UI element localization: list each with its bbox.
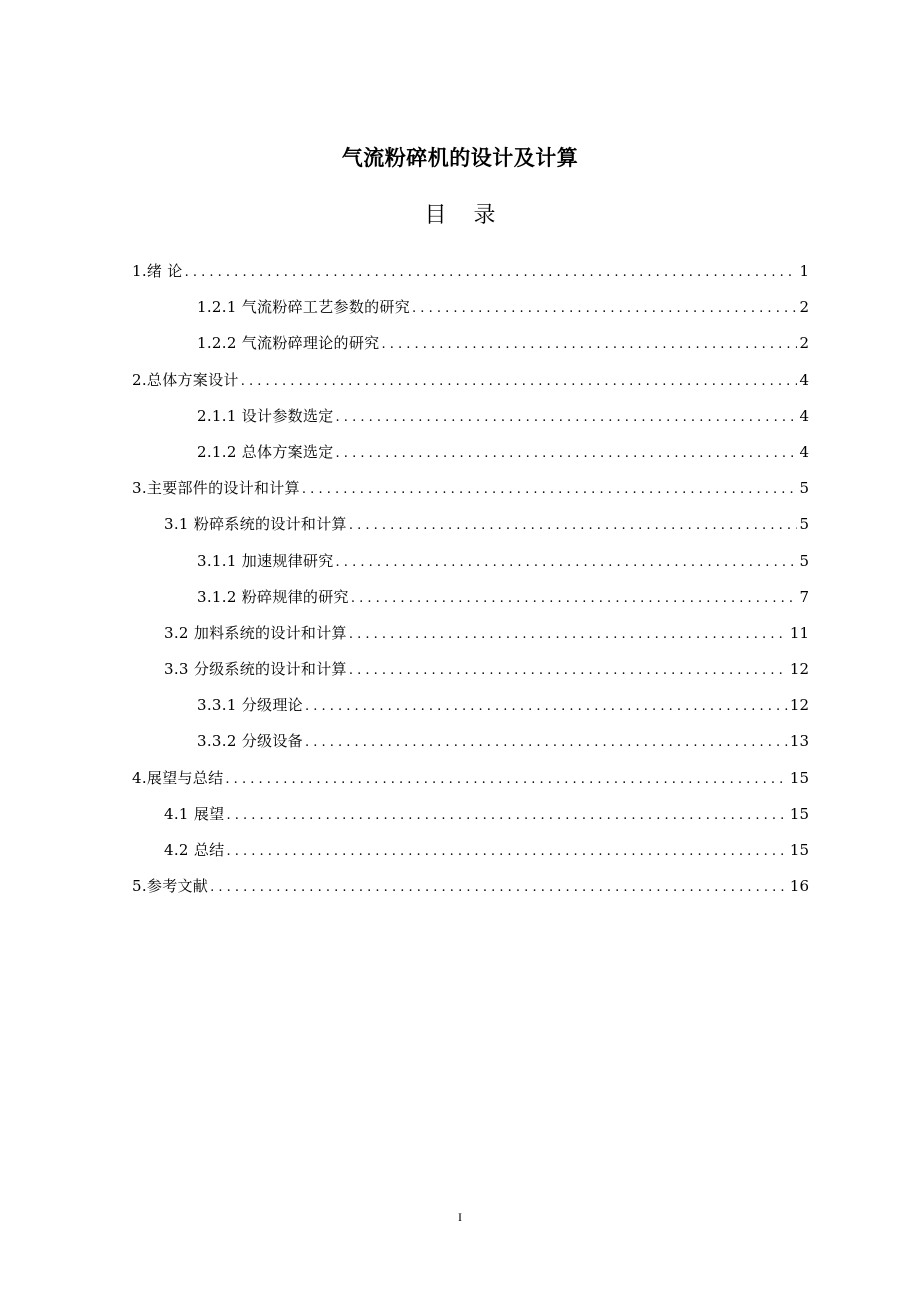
toc-entry-page: 2 [799, 334, 809, 353]
toc-entry-label: 4.2 总结 [164, 841, 225, 859]
table-of-contents [0, 253, 920, 904]
toc-heading: 目 录 [424, 203, 506, 228]
toc-leader-dots [305, 725, 788, 761]
toc-leader-dots [226, 798, 787, 834]
toc-entry[interactable] [0, 760, 920, 796]
toc-entry-label: 5.参考文献 [132, 877, 209, 896]
toc-entry-label: 2.1.2 总体方案选定 [197, 442, 334, 461]
toc-entry-label: 3.3.2 分级设备 [197, 732, 303, 751]
toc-entry[interactable] [0, 796, 920, 832]
toc-entry[interactable] [0, 506, 920, 542]
toc-leader-dots [349, 653, 788, 689]
toc-entry-label: 3.1 粉碎系统的设计和计算 [164, 515, 347, 534]
toc-leader-dots [226, 834, 787, 870]
toc-entry-label: 4.展望与总结 [132, 768, 224, 787]
toc-entry-label: 3.3.1 分级理论 [197, 696, 303, 715]
toc-leader-dots [185, 255, 798, 291]
toc-entry[interactable] [0, 615, 920, 651]
toc-entry-page: 12 [789, 696, 809, 715]
toc-entry[interactable] [0, 543, 920, 579]
toc-leader-dots [336, 400, 798, 436]
toc-leader-dots [225, 762, 787, 798]
toc-entry-label: 4.1 展望 [164, 804, 225, 823]
toc-entry-page: 4 [799, 406, 809, 425]
toc-entry[interactable] [0, 398, 920, 434]
toc-entry-page: 5 [799, 551, 809, 570]
toc-leader-dots [349, 617, 788, 653]
toc-leader-dots [349, 508, 798, 544]
toc-entry-page: 16 [789, 877, 809, 896]
toc-leader-dots [210, 870, 788, 906]
toc-entry[interactable] [0, 434, 920, 470]
toc-entry-page: 7 [799, 587, 809, 606]
toc-entry-label: 2.1.1 设计参数选定 [197, 406, 334, 425]
toc-leader-dots [412, 291, 797, 327]
toc-entry[interactable] [0, 470, 920, 506]
toc-leader-dots [305, 689, 788, 725]
toc-entry[interactable] [0, 651, 920, 687]
toc-entry-label: 1.2.2 气流粉碎理论的研究 [197, 334, 380, 353]
toc-entry-page: 15 [789, 804, 809, 823]
toc-entry-page: 12 [789, 660, 809, 679]
toc-leader-dots [336, 436, 798, 472]
toc-entry-page: 2 [799, 298, 809, 317]
toc-entry[interactable] [0, 253, 920, 289]
toc-entry-label: 3.1.2 粉碎规律的研究 [197, 587, 349, 606]
toc-entry-label: 3.3 分级系统的设计和计算 [164, 660, 347, 679]
toc-entry-page: 13 [789, 732, 809, 751]
document-title: 气流粉碎机的设计及计算 [341, 146, 579, 170]
toc-entry-label: 3.2 加料系统的设计和计算 [164, 623, 347, 642]
toc-leader-dots [381, 327, 797, 363]
toc-entry[interactable] [0, 362, 920, 398]
toc-entry-page: 5 [799, 479, 809, 498]
toc-entry-label: 2.总体方案设计 [132, 370, 239, 389]
toc-leader-dots [351, 581, 798, 617]
toc-leader-dots [241, 364, 798, 400]
toc-entry[interactable] [0, 325, 920, 361]
toc-entry[interactable] [0, 723, 920, 759]
toc-entry-label: 3.主要部件的设计和计算 [132, 479, 300, 498]
toc-entry-page: 15 [789, 768, 809, 787]
toc-entry-page: 4 [799, 442, 809, 461]
toc-entry[interactable] [0, 289, 920, 325]
toc-entry[interactable] [0, 868, 920, 904]
toc-leader-dots [336, 545, 798, 581]
toc-entry-page: 4 [799, 370, 809, 389]
toc-entry[interactable] [0, 687, 920, 723]
toc-entry-label: 3.1.1 加速规律研究 [197, 551, 334, 570]
toc-entry[interactable] [0, 832, 920, 868]
toc-entry[interactable] [0, 579, 920, 615]
toc-entry-page: 15 [789, 841, 809, 859]
toc-leader-dots [302, 472, 798, 508]
toc-entry-page: 1 [799, 262, 809, 280]
toc-entry-label: 1.绪 论 [132, 262, 183, 280]
toc-entry-page: 11 [789, 623, 809, 642]
toc-entry-page: 5 [799, 515, 809, 534]
page-number: I [458, 1210, 462, 1224]
toc-entry-label: 1.2.1 气流粉碎工艺参数的研究 [197, 298, 411, 317]
